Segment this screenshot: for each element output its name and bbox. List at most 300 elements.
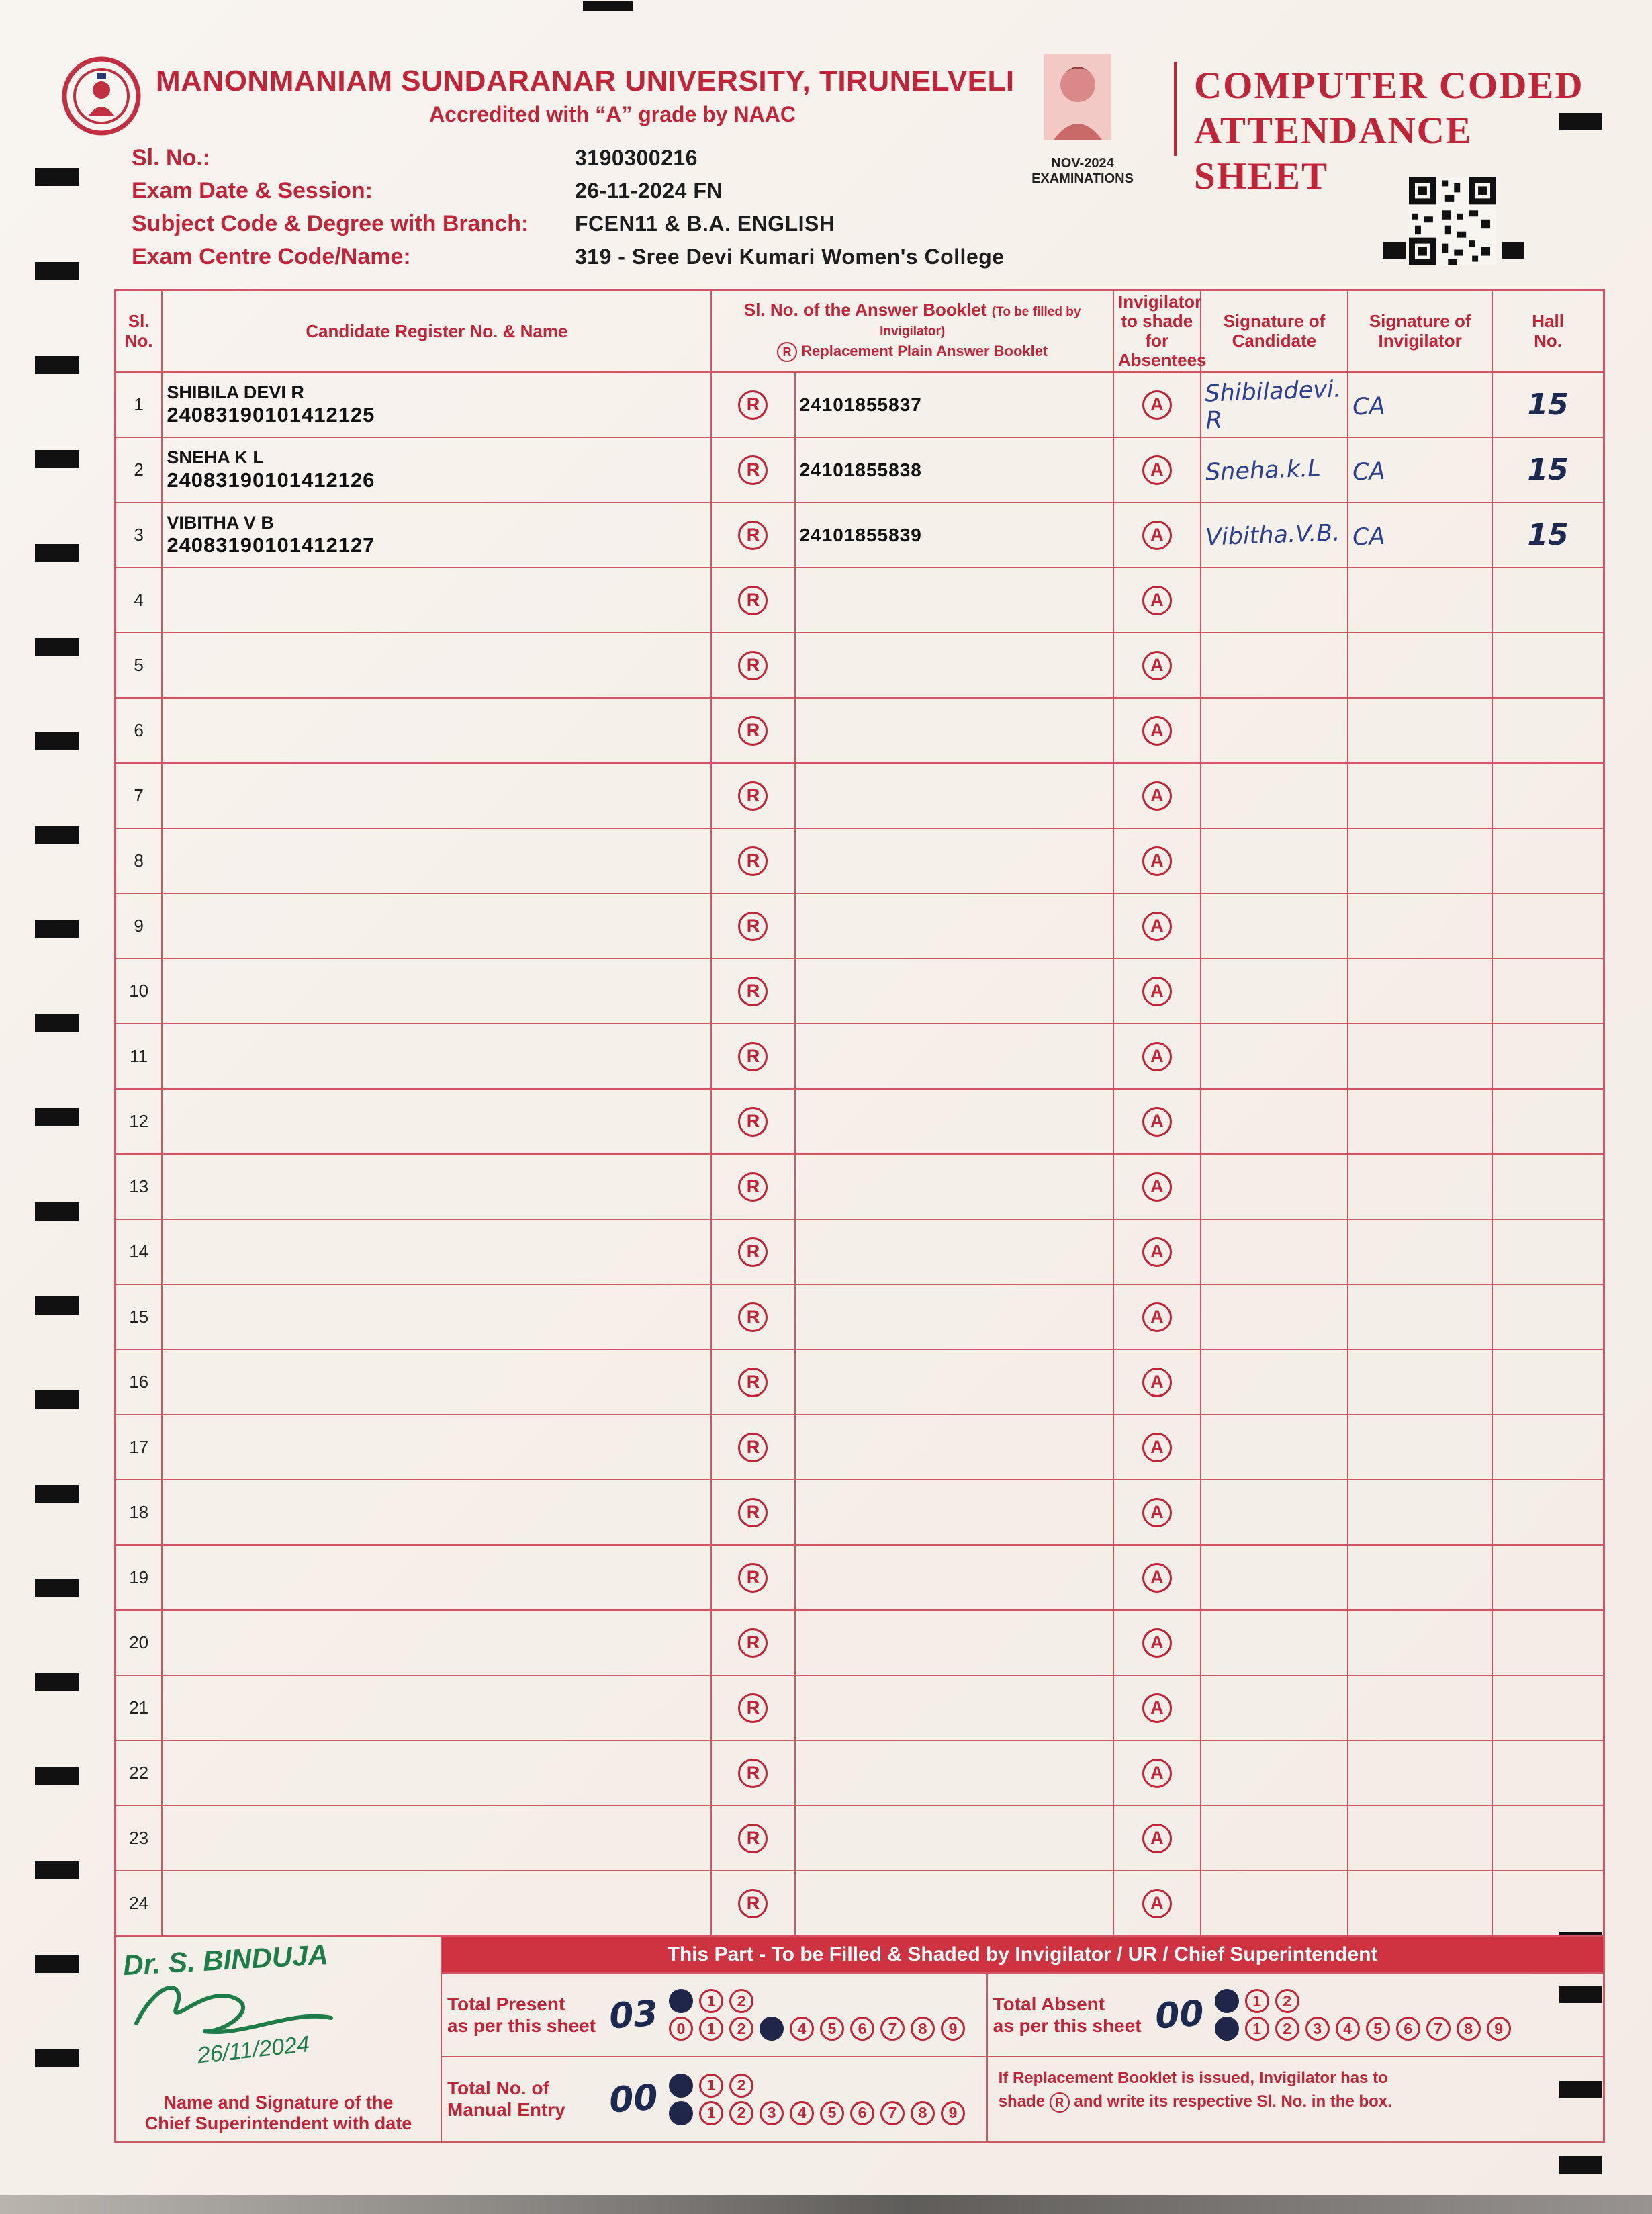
subject-value: FCEN11 & B.A. ENGLISH xyxy=(575,212,835,236)
invigilator-signature[interactable]: CA xyxy=(1347,435,1494,505)
replacement-booklet-icon[interactable]: R xyxy=(738,651,768,680)
row-sl-no: 15 xyxy=(116,1284,163,1349)
booklet-number xyxy=(795,1480,1113,1545)
hall-no xyxy=(1492,1349,1604,1415)
hall-no xyxy=(1492,1806,1604,1871)
shade-bubble-6[interactable]: 6 xyxy=(1396,2017,1420,2041)
shade-bubble-6[interactable]: 6 xyxy=(850,2101,874,2125)
registration-mark xyxy=(35,1767,79,1785)
absentee-shade-icon[interactable]: A xyxy=(1142,1433,1172,1462)
replacement-booklet-icon[interactable]: R xyxy=(738,521,768,550)
invigilator-signature[interactable] xyxy=(1347,891,1494,961)
booklet-number xyxy=(795,698,1113,763)
absentee-shade-icon[interactable]: A xyxy=(1142,1498,1172,1527)
total-present-label: Total Present as per this sheet xyxy=(447,1993,596,2036)
hall-no xyxy=(1492,1610,1604,1675)
hall-no xyxy=(1492,1089,1604,1154)
candidate-name: SHIBILA DEVI R xyxy=(167,382,304,403)
replacement-booklet-icon[interactable]: R xyxy=(738,846,768,876)
col-header-candidate: Candidate Register No. & Name xyxy=(162,290,711,373)
invigilator-signature[interactable] xyxy=(1347,1869,1494,1939)
scan-bottom-strip xyxy=(0,2195,1652,2214)
table-row xyxy=(116,1089,1604,1154)
replacement-booklet-icon[interactable]: R xyxy=(738,1302,768,1332)
candidate-name: SNEHA K L xyxy=(167,447,264,468)
invigilator-signature[interactable] xyxy=(1347,957,1494,1026)
registration-mark xyxy=(35,1955,79,1973)
chief-signature-area[interactable] xyxy=(116,1937,441,2090)
booklet-number xyxy=(795,1219,1113,1284)
shade-bubble-0[interactable] xyxy=(669,2101,693,2125)
shade-bubble-1[interactable]: 1 xyxy=(1245,2017,1269,2041)
manual-entry-value: 00 xyxy=(608,2077,659,2121)
replacement-booklet-icon[interactable]: R xyxy=(738,716,768,746)
row-sl-no: 7 xyxy=(116,763,163,828)
absentee-shade-icon[interactable]: A xyxy=(1142,1628,1172,1658)
shade-bubble-1[interactable]: 1 xyxy=(699,2101,723,2125)
shade-bubble-1[interactable]: 1 xyxy=(699,2074,723,2098)
sl-no-label: Sl. No.: xyxy=(132,145,211,171)
candidate-signature[interactable] xyxy=(1199,566,1349,636)
shade-bubble-0[interactable] xyxy=(669,2074,693,2098)
col-header-hall-no: Hall No. xyxy=(1492,290,1604,373)
total-absent-label: Total Absent as per this sheet xyxy=(993,1993,1142,2036)
table-row xyxy=(116,1806,1604,1871)
registration-mark xyxy=(35,356,79,374)
shade-bubble-0[interactable] xyxy=(669,1989,693,2013)
candidate-signature[interactable] xyxy=(1199,1478,1349,1548)
total-present-bubbles xyxy=(669,1986,981,2044)
shade-bubble-8[interactable]: 8 xyxy=(911,2101,935,2125)
absentee-shade-icon[interactable]: A xyxy=(1142,716,1172,746)
centre-value: 319 - Sree Devi Kumari Women's College xyxy=(575,245,1005,269)
total-absent-counter xyxy=(988,1974,1603,2057)
row-sl-no: 3 xyxy=(116,502,163,568)
invigilator-signature[interactable] xyxy=(1347,1738,1494,1808)
university-name: MANONMANIAM SUNDARANAR UNIVERSITY, TIRUNELVELI xyxy=(156,64,1015,97)
hall-no xyxy=(1492,828,1604,893)
shade-bubble-2[interactable]: 2 xyxy=(729,2017,753,2041)
replacement-booklet-icon[interactable]: R xyxy=(738,1563,768,1593)
table-row xyxy=(116,893,1604,959)
candidate-signature[interactable] xyxy=(1199,826,1349,897)
invigilator-signature[interactable] xyxy=(1347,1217,1494,1287)
table-row xyxy=(116,763,1604,828)
row-sl-no: 8 xyxy=(116,828,163,893)
absentee-shade-icon[interactable]: A xyxy=(1142,1172,1172,1202)
absentee-shade-icon[interactable]: A xyxy=(1142,586,1172,615)
col-header-signature-invigilator: Signature of Invigilator xyxy=(1348,290,1492,373)
table-row xyxy=(116,1154,1604,1219)
table-row xyxy=(116,1415,1604,1480)
hall-no xyxy=(1492,1024,1604,1089)
shade-bubble-7[interactable]: 7 xyxy=(880,2017,905,2041)
table-row xyxy=(116,1675,1604,1740)
shade-bubble-2[interactable]: 2 xyxy=(729,2101,753,2125)
booklet-number xyxy=(795,633,1113,698)
absentee-shade-icon[interactable]: A xyxy=(1142,846,1172,876)
invigilator-signature[interactable] xyxy=(1347,1413,1494,1482)
absentee-shade-icon[interactable]: A xyxy=(1142,1889,1172,1918)
table-row xyxy=(116,1740,1604,1806)
booklet-number xyxy=(795,1349,1113,1415)
table-row xyxy=(116,633,1604,698)
candidate-signature[interactable]: Sneha.k.L xyxy=(1199,435,1349,506)
row-sl-no: 13 xyxy=(116,1154,163,1219)
table-row xyxy=(116,698,1604,763)
invigilator-part xyxy=(442,1937,1603,2141)
shade-bubble-5[interactable]: 5 xyxy=(1366,2017,1390,2041)
row-sl-no: 4 xyxy=(116,568,163,633)
invigilator-signature[interactable] xyxy=(1347,1478,1494,1548)
replacement-booklet-icon[interactable]: R xyxy=(738,781,768,811)
footer-row-2 xyxy=(442,2056,1603,2141)
row-sl-no: 11 xyxy=(116,1024,163,1089)
attendance-table-body xyxy=(116,372,1604,1936)
registration-mark xyxy=(35,450,79,468)
shade-bubble-1[interactable]: 1 xyxy=(699,1989,723,2013)
hall-no xyxy=(1492,1545,1604,1610)
replacement-booklet-icon[interactable]: R xyxy=(738,455,768,485)
registration-mark xyxy=(35,1390,79,1409)
replacement-booklet-icon[interactable]: R xyxy=(738,977,768,1006)
chief-superintendent-label: Name and Signature of the Chief Superintendent with date xyxy=(144,2092,412,2133)
candidate-signature[interactable]: Shibiladevi. R xyxy=(1199,370,1349,441)
hall-no xyxy=(1492,1154,1604,1219)
shade-bubble-2[interactable]: 2 xyxy=(729,1989,753,2013)
footer-section xyxy=(114,1937,1605,2143)
replacement-booklet-icon[interactable]: R xyxy=(738,1237,768,1267)
shade-bubble-4[interactable]: 4 xyxy=(790,2017,814,2041)
table-row xyxy=(116,1610,1604,1675)
candidate-signature[interactable] xyxy=(1199,1543,1349,1613)
replacement-booklet-icon[interactable]: R xyxy=(738,1172,768,1202)
chief-signature-date: 26/11/2024 xyxy=(195,2031,311,2069)
registration-mark xyxy=(35,638,79,656)
shade-bubble-8[interactable]: 8 xyxy=(1457,2017,1481,2041)
table-row xyxy=(116,1545,1604,1610)
candidate-signature[interactable] xyxy=(1199,891,1349,962)
registration-mark xyxy=(35,1861,79,1879)
table-row xyxy=(116,959,1604,1024)
invigilator-signature[interactable] xyxy=(1347,631,1494,701)
registration-mark xyxy=(35,168,79,186)
shade-bubble-9[interactable]: 9 xyxy=(1487,2017,1511,2041)
registration-mark xyxy=(35,826,79,844)
registration-mark xyxy=(35,1579,79,1597)
hall-no xyxy=(1492,763,1604,828)
absentee-shade-icon[interactable]: A xyxy=(1142,1693,1172,1723)
table-row xyxy=(116,1480,1604,1545)
shade-bubble-3[interactable] xyxy=(760,2017,784,2041)
invigilator-signature[interactable] xyxy=(1347,566,1494,635)
registration-mark xyxy=(35,1485,79,1503)
table-row xyxy=(116,372,1604,437)
row-sl-no: 21 xyxy=(116,1675,163,1740)
hall-no xyxy=(1492,633,1604,698)
replacement-booklet-icon[interactable]: R xyxy=(738,1107,768,1137)
registration-mark xyxy=(1383,242,1406,259)
invigilator-signature[interactable] xyxy=(1347,1152,1494,1222)
hall-no xyxy=(1492,893,1604,959)
invigilator-signature[interactable] xyxy=(1347,1087,1494,1157)
hall-no xyxy=(1492,1415,1604,1480)
shade-bubble-5[interactable]: 5 xyxy=(820,2101,844,2125)
table-row xyxy=(116,568,1604,633)
candidate-signature[interactable] xyxy=(1199,1087,1349,1157)
row-sl-no: 19 xyxy=(116,1545,163,1610)
shade-bubble-2[interactable]: 2 xyxy=(1275,2017,1299,2041)
booklet-number xyxy=(795,1806,1113,1871)
replacement-r-icon: R xyxy=(1050,2092,1070,2113)
replacement-booklet-icon[interactable]: R xyxy=(738,912,768,941)
replacement-booklet-icon[interactable]: R xyxy=(738,1368,768,1397)
candidate-signature[interactable] xyxy=(1199,696,1349,766)
chief-signature-name: Dr. S. BINDUJA xyxy=(122,1939,329,1982)
sl-no-value: 3190300216 xyxy=(575,146,698,170)
manual-entry-bubbles xyxy=(669,2070,981,2129)
shade-bubble-8[interactable]: 8 xyxy=(911,2017,935,2041)
invigilator-signature[interactable] xyxy=(1347,1608,1494,1678)
chief-superintendent-cell xyxy=(116,1937,442,2141)
candidate-signature[interactable] xyxy=(1199,761,1349,832)
shade-bubble-0[interactable] xyxy=(1215,1989,1239,2013)
hall-no: 15 xyxy=(1492,437,1604,502)
absentee-shade-icon[interactable]: A xyxy=(1142,1759,1172,1788)
hall-no xyxy=(1492,1740,1604,1806)
shade-bubble-7[interactable]: 7 xyxy=(1426,2017,1451,2041)
shade-bubble-7[interactable]: 7 xyxy=(880,2101,905,2125)
table-row xyxy=(116,1871,1604,1936)
candidate-signature[interactable] xyxy=(1199,1738,1349,1809)
shade-bubble-6[interactable]: 6 xyxy=(850,2017,874,2041)
row-sl-no: 5 xyxy=(116,633,163,698)
shade-bubble-3[interactable]: 3 xyxy=(1305,2017,1330,2041)
replacement-booklet-icon[interactable]: R xyxy=(738,1498,768,1527)
registration-mark xyxy=(35,2049,79,2067)
subject-label: Subject Code & Degree with Branch: xyxy=(132,211,529,236)
booklet-number: 24101855839 xyxy=(795,502,1113,568)
absentee-shade-icon[interactable]: A xyxy=(1142,1302,1172,1332)
absentee-shade-icon[interactable]: A xyxy=(1142,651,1172,680)
registration-mark xyxy=(35,1673,79,1691)
candidate-signature[interactable] xyxy=(1199,1869,1349,1939)
shade-bubble-2[interactable]: 2 xyxy=(729,2074,753,2098)
row-sl-no: 18 xyxy=(116,1480,163,1545)
invigilator-signature[interactable] xyxy=(1347,761,1494,831)
shade-bubble-4[interactable]: 4 xyxy=(1336,2017,1360,2041)
absentee-shade-icon[interactable]: A xyxy=(1142,1237,1172,1267)
absentee-shade-icon[interactable]: A xyxy=(1142,1107,1172,1137)
manual-entry-label: Total No. of Manual Entry xyxy=(447,2078,565,2121)
row-sl-no: 23 xyxy=(116,1806,163,1871)
table-row xyxy=(116,1349,1604,1415)
replacement-booklet-icon[interactable]: R xyxy=(738,1759,768,1788)
absentee-shade-icon[interactable]: A xyxy=(1142,1824,1172,1853)
candidate-signature[interactable] xyxy=(1199,1608,1349,1679)
booklet-number xyxy=(795,568,1113,633)
col-header-absentees: Invigilator to shade for Absentees xyxy=(1113,290,1201,373)
emblem-portrait xyxy=(1044,54,1111,140)
row-sl-no: 9 xyxy=(116,893,163,959)
registration-mark xyxy=(35,1014,79,1032)
col-header-sl-no: Sl. No. xyxy=(116,290,163,373)
candidate-signature[interactable] xyxy=(1199,1413,1349,1483)
sheet-title-line2: ATTENDANCE SHEET xyxy=(1194,109,1473,197)
row-sl-no: 1 xyxy=(116,372,163,437)
invigilator-signature[interactable] xyxy=(1347,826,1494,896)
table-row xyxy=(116,1284,1604,1349)
candidate-name: VIBITHA V B xyxy=(167,513,274,533)
candidate-signature[interactable] xyxy=(1199,1347,1349,1418)
replacement-booklet-icon[interactable]: R xyxy=(738,1889,768,1918)
replacement-booklet-icon[interactable]: R xyxy=(738,1628,768,1658)
replacement-booklet-icon[interactable]: R xyxy=(738,586,768,615)
invigilator-signature[interactable] xyxy=(1347,1022,1494,1092)
candidate-signature[interactable] xyxy=(1199,957,1349,1027)
footer-row-1 xyxy=(442,1972,1603,2057)
row-sl-no: 17 xyxy=(116,1415,163,1480)
shade-bubble-5[interactable]: 5 xyxy=(820,2017,844,2041)
absentee-shade-icon[interactable]: A xyxy=(1142,390,1172,420)
registration-mark xyxy=(35,732,79,750)
hall-no xyxy=(1492,1219,1604,1284)
invigilator-signature[interactable] xyxy=(1347,1347,1494,1417)
absentee-shade-icon[interactable]: A xyxy=(1142,781,1172,811)
candidate-signature[interactable] xyxy=(1199,1282,1349,1353)
invigilator-signature[interactable]: CA xyxy=(1347,500,1494,570)
shade-bubble-2[interactable]: 2 xyxy=(1275,1989,1299,2013)
invigilator-signature[interactable] xyxy=(1347,696,1494,766)
row-sl-no: 6 xyxy=(116,698,163,763)
shade-bubble-9[interactable]: 9 xyxy=(941,2101,965,2125)
invigilator-signature[interactable] xyxy=(1347,1543,1494,1613)
shade-bubble-3[interactable]: 3 xyxy=(760,2101,784,2125)
shade-bubble-1[interactable]: 1 xyxy=(1245,1989,1269,2013)
col-header-signature-candidate: Signature of Candidate xyxy=(1201,290,1348,373)
exam-session-label: NOV-2024 EXAMINATIONS xyxy=(1031,156,1134,186)
accreditation-line: Accredited with “A” grade by NAAC xyxy=(429,102,796,126)
row-sl-no: 2 xyxy=(116,437,163,502)
invigilator-signature[interactable] xyxy=(1347,1804,1494,1873)
booklet-number: 24101855837 xyxy=(795,372,1113,437)
attendance-table xyxy=(114,289,1605,1937)
booklet-number xyxy=(795,1610,1113,1675)
row-sl-no: 12 xyxy=(116,1089,163,1154)
table-row xyxy=(116,437,1604,502)
shade-bubble-9[interactable]: 9 xyxy=(941,2017,965,2041)
booklet-number xyxy=(795,1089,1113,1154)
replacement-note: If Replacement Booklet is issued, Invigilator has to shade R and write its respective Sl. No. in the box. xyxy=(988,2057,1603,2141)
candidate-signature[interactable] xyxy=(1199,1022,1349,1092)
shade-bubble-0[interactable]: 0 xyxy=(669,2017,693,2041)
sheet-body xyxy=(114,289,1605,2143)
exam-info-block xyxy=(132,145,1307,277)
total-absent-bubbles xyxy=(1215,1986,1598,2044)
table-row xyxy=(116,1024,1604,1089)
shade-bubble-0[interactable] xyxy=(1215,2017,1239,2041)
absentee-shade-icon[interactable]: A xyxy=(1142,912,1172,941)
table-row xyxy=(116,502,1604,568)
shade-bubble-4[interactable]: 4 xyxy=(790,2101,814,2125)
absentee-shade-icon[interactable]: A xyxy=(1142,521,1172,550)
registration-mark xyxy=(1502,242,1524,259)
total-present-value: 03 xyxy=(608,1993,659,2037)
shade-bubble-1[interactable]: 1 xyxy=(699,2017,723,2041)
absentee-shade-icon[interactable]: A xyxy=(1142,977,1172,1006)
hall-no xyxy=(1492,698,1604,763)
table-row xyxy=(116,1219,1604,1284)
booklet-number xyxy=(795,763,1113,828)
header-divider xyxy=(1174,62,1177,156)
candidate-signature[interactable] xyxy=(1199,631,1349,701)
registration-mark xyxy=(35,920,79,938)
absentee-shade-icon[interactable]: A xyxy=(1142,1368,1172,1397)
replacement-booklet-icon[interactable]: R xyxy=(738,1693,768,1723)
row-sl-no: 16 xyxy=(116,1349,163,1415)
candidate-signature[interactable] xyxy=(1199,1673,1349,1744)
total-absent-value: 00 xyxy=(1153,1993,1205,2037)
invigilator-signature[interactable]: CA xyxy=(1347,370,1494,440)
sheet-title-line1: COMPUTER CODED xyxy=(1194,64,1584,107)
row-sl-no: 22 xyxy=(116,1740,163,1806)
booklet-number: 24101855838 xyxy=(795,437,1113,502)
replacement-booklet-icon[interactable]: R xyxy=(738,1042,768,1071)
university-logo xyxy=(62,56,141,136)
candidate-signature[interactable] xyxy=(1199,1217,1349,1288)
candidate-signature[interactable] xyxy=(1199,1804,1349,1874)
booklet-number xyxy=(795,1415,1113,1480)
row-sl-no: 14 xyxy=(116,1219,163,1284)
candidate-reg-no: 24083190101412125 xyxy=(167,403,375,427)
booklet-number xyxy=(795,1024,1113,1089)
booklet-number xyxy=(795,1284,1113,1349)
replacement-booklet-icon[interactable]: R xyxy=(738,1433,768,1462)
hall-no xyxy=(1492,568,1604,633)
row-sl-no: 10 xyxy=(116,959,163,1024)
hall-no: 15 xyxy=(1492,372,1604,437)
total-present-counter xyxy=(442,1974,988,2057)
invigilator-part-banner: This Part - To be Filled & Shaded by Invigilator / UR / Chief Superintendent xyxy=(442,1937,1603,1972)
invigilator-signature[interactable] xyxy=(1347,1673,1494,1743)
replacement-booklet-icon[interactable]: R xyxy=(738,1824,768,1853)
candidate-signature[interactable] xyxy=(1199,1152,1349,1223)
registration-mark xyxy=(35,544,79,562)
absentee-shade-icon[interactable]: A xyxy=(1142,455,1172,485)
booklet-number xyxy=(795,959,1113,1024)
hall-no xyxy=(1492,1284,1604,1349)
absentee-shade-icon[interactable]: A xyxy=(1142,1563,1172,1593)
candidate-reg-no: 24083190101412127 xyxy=(167,533,375,558)
hall-no xyxy=(1492,1675,1604,1740)
exam-date-value: 26-11-2024 FN xyxy=(575,179,723,203)
hall-no xyxy=(1492,1871,1604,1936)
registration-mark xyxy=(35,1108,79,1126)
absentee-shade-icon[interactable]: A xyxy=(1142,1042,1172,1071)
booklet-number xyxy=(795,1871,1113,1936)
replacement-booklet-icon[interactable]: R xyxy=(738,390,768,420)
centre-label: Exam Centre Code/Name: xyxy=(132,244,411,269)
row-sl-no: 24 xyxy=(116,1871,163,1936)
exam-date-label: Exam Date & Session: xyxy=(132,178,373,204)
hall-no xyxy=(1492,959,1604,1024)
col-header-booklet: Sl. No. of the Answer Booklet (To be filled by Invigilator) R Replacement Plain Answer Booklet xyxy=(711,290,1113,373)
invigilator-signature[interactable] xyxy=(1347,1282,1494,1352)
table-header-row xyxy=(116,290,1604,373)
booklet-number xyxy=(795,1740,1113,1806)
candidate-signature[interactable]: Vibitha.V.B. xyxy=(1199,500,1349,571)
manual-entry-counter xyxy=(442,2057,988,2141)
